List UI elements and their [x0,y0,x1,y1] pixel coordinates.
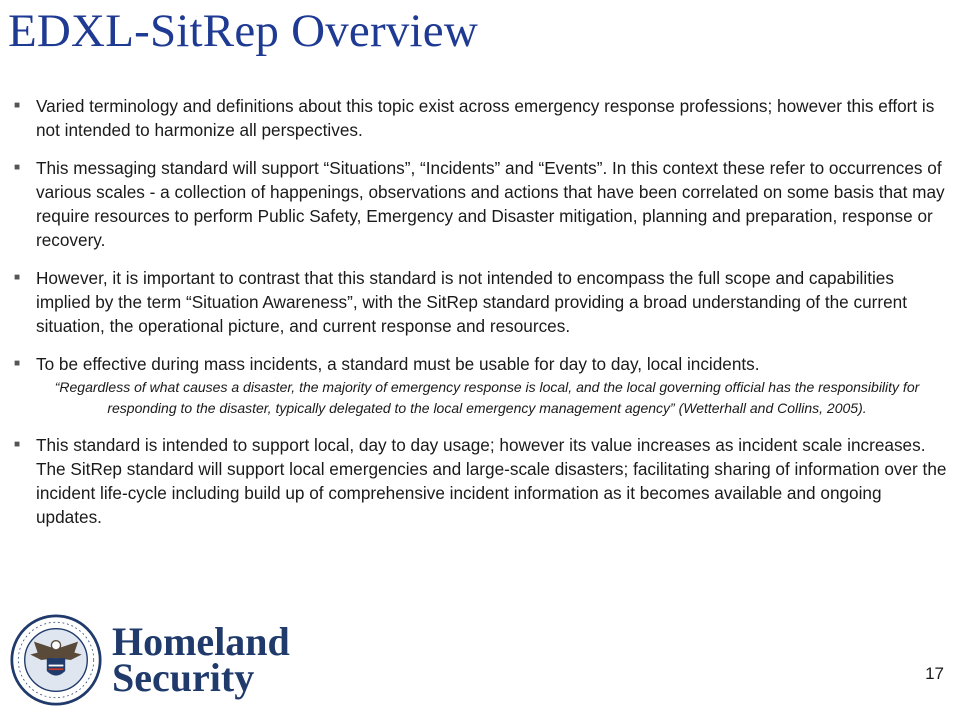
square-bullet-icon: ■ [14,162,21,173]
dhs-seal-icon [10,614,102,706]
square-bullet-icon: ■ [14,439,21,450]
logo-wordmark [112,619,290,700]
bullet-item [12,433,952,529]
bullet-text: Varied terminology and definitions about this topic exist across emergency response professions; however this effort is not intended to harmonize all perspectives. [36,96,935,140]
bullet-text: This messaging standard will support “Situations”, “Incidents” and “Events”. In this context these refer to occurrences of various scales - a collection of happenings, observations and actions that have been correlated on some basis that may require resources to perform Public Safety, Emergency and Disaster mitigation, planning and preparation, response or recovery. [36,158,945,250]
slide-title: EDXL-SitRep Overview [8,5,478,57]
bullet-item [12,94,952,142]
bullet-text: However, it is important to contrast that this standard is not intended to encompass the full scope and capabilities implied by the term “Situation Awareness”, with the SitRep standard providing a broad understanding of the current situation, the operational picture, and current response and resources. [36,268,908,336]
square-bullet-icon: ■ [14,100,21,111]
bullet-text: To be effective during mass incidents, a standard must be usable for day to day, local incidents. [36,354,760,374]
logo-line-1: Homeland [112,619,290,664]
citation-quote: “Regardless of what causes a disaster, the majority of emergency response is local, and the local governing official has the responsibility for responding to the disaster, typically delegated to the local emergency management agency” (Wetterhall and Collins, 2005). [54,379,920,416]
dhs-logo [10,614,290,706]
bullet-list [12,94,952,543]
page-number: 17 [925,664,944,683]
bullet-item [12,156,952,252]
square-bullet-icon: ■ [14,272,21,283]
bullet-item [12,352,952,419]
bullet-text: This standard is intended to support local, day to day usage; however its value increases as incident scale increases. The SitRep standard will support local emergencies and large-scale disasters; facilitating sharing of information over the incident life-cycle including build up of comprehensive incident information as it becomes available and ongoing updates. [36,435,947,527]
bullet-item [12,266,952,338]
logo-line-2: Security [112,655,255,700]
square-bullet-icon: ■ [14,358,21,369]
